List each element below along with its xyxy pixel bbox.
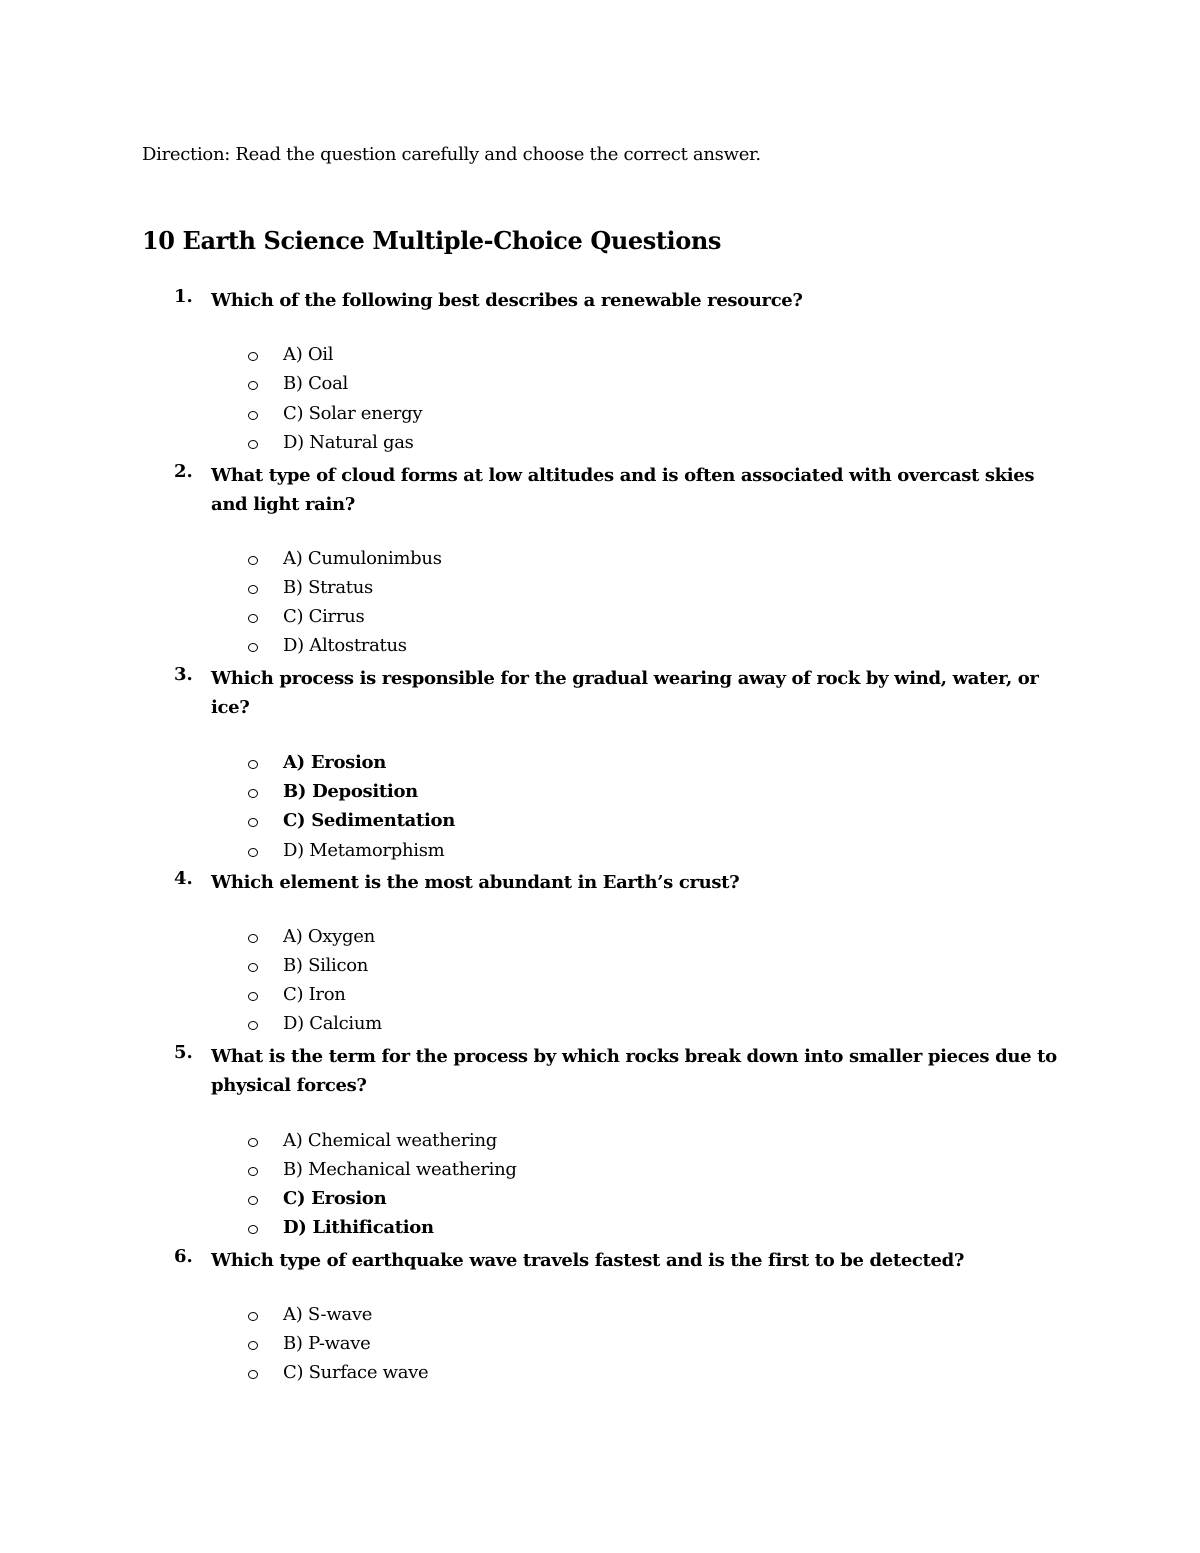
option-text: A) Oil (283, 344, 334, 365)
question-text: What type of cloud forms at low altitudes and is often associated with overcast skies and light rain? (211, 465, 1035, 515)
circle-bullet-icon (248, 1021, 258, 1030)
option-text: A) Erosion (283, 752, 387, 773)
circle-bullet-icon (248, 1370, 258, 1379)
circle-bullet-icon (248, 556, 258, 565)
option-text: D) Lithification (283, 1217, 434, 1238)
circle-bullet-icon (248, 440, 258, 449)
option-item (0, 1130, 800, 1159)
option-text: B) Mechanical weathering (283, 1159, 517, 1180)
option-item (0, 1159, 800, 1188)
circle-bullet-icon (248, 963, 258, 972)
option-item (0, 1217, 800, 1246)
option-item (0, 781, 800, 810)
option-text: C) Erosion (283, 1188, 387, 1209)
question-text: What is the term for the process by which rocks break down into smaller pieces due to physical forces? (211, 1046, 1057, 1096)
option-item (0, 810, 800, 839)
option-item (0, 606, 800, 635)
circle-bullet-icon (248, 1138, 258, 1147)
option-item (0, 926, 800, 955)
option-text: D) Metamorphism (283, 840, 445, 861)
option-item (0, 548, 800, 577)
option-text: C) Iron (283, 984, 346, 1005)
option-item (0, 1304, 800, 1333)
circle-bullet-icon (248, 1225, 258, 1234)
question-text: Which process is responsible for the gradual wearing away of rock by wind, water, or ice? (211, 668, 1039, 718)
question-number: 6. (174, 1246, 193, 1267)
page-title: 10 Earth Science Multiple-Choice Questions (142, 226, 722, 255)
question-number: 1. (174, 286, 193, 307)
option-item (0, 403, 800, 432)
circle-bullet-icon (248, 381, 258, 390)
circle-bullet-icon (248, 760, 258, 769)
option-item (0, 373, 800, 402)
question-number: 2. (174, 461, 193, 482)
option-item (0, 344, 800, 373)
option-text: A) Cumulonimbus (283, 548, 442, 569)
option-text: C) Cirrus (283, 606, 365, 627)
option-item (0, 955, 800, 984)
circle-bullet-icon (248, 992, 258, 1001)
question-number: 5. (174, 1042, 193, 1063)
circle-bullet-icon (248, 1312, 258, 1321)
option-item (0, 752, 800, 781)
option-text: B) Coal (283, 373, 348, 394)
circle-bullet-icon (248, 818, 258, 827)
option-text: B) P-wave (283, 1333, 371, 1354)
question-number: 3. (174, 664, 193, 685)
circle-bullet-icon (248, 1341, 258, 1350)
circle-bullet-icon (248, 352, 258, 361)
circle-bullet-icon (248, 614, 258, 623)
circle-bullet-icon (248, 1167, 258, 1176)
option-text: D) Calcium (283, 1013, 382, 1034)
option-item (0, 1333, 800, 1362)
option-item (0, 1188, 800, 1217)
circle-bullet-icon (248, 848, 258, 857)
circle-bullet-icon (248, 585, 258, 594)
option-text: C) Solar energy (283, 403, 423, 424)
direction-text: Direction: Read the question carefully and choose the correct answer. (142, 144, 761, 165)
option-text: C) Sedimentation (283, 810, 455, 831)
option-text: A) Chemical weathering (283, 1130, 498, 1151)
circle-bullet-icon (248, 789, 258, 798)
question-text: Which of the following best describes a renewable resource? (211, 290, 803, 311)
option-text: B) Deposition (283, 781, 418, 802)
option-item (0, 984, 800, 1013)
option-text: A) Oxygen (283, 926, 375, 947)
option-text: B) Stratus (283, 577, 373, 598)
circle-bullet-icon (248, 1196, 258, 1205)
option-text: C) Surface wave (283, 1362, 429, 1383)
circle-bullet-icon (248, 934, 258, 943)
option-item (0, 635, 800, 664)
circle-bullet-icon (248, 411, 258, 420)
option-item (0, 577, 800, 606)
option-item (0, 1362, 800, 1391)
question-text: Which element is the most abundant in Earth’s crust? (211, 872, 740, 893)
option-item (0, 432, 800, 461)
option-text: A) S-wave (283, 1304, 373, 1325)
question-number: 4. (174, 868, 193, 889)
option-text: D) Altostratus (283, 635, 407, 656)
option-text: B) Silicon (283, 955, 369, 976)
option-item (0, 840, 800, 869)
circle-bullet-icon (248, 643, 258, 652)
question-text: Which type of earthquake wave travels fastest and is the first to be detected? (211, 1250, 965, 1271)
option-text: D) Natural gas (283, 432, 414, 453)
option-item (0, 1013, 800, 1042)
